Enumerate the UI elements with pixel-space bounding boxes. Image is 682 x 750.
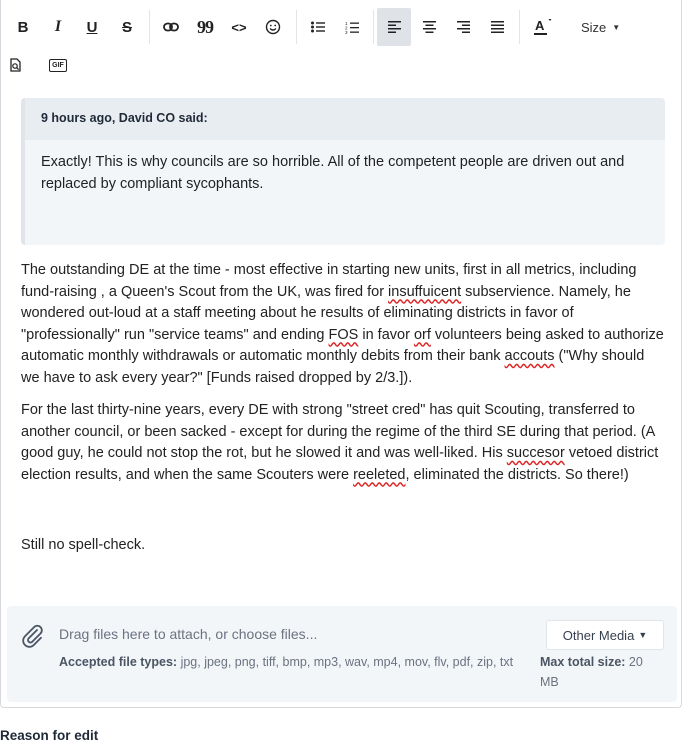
gif-button[interactable] bbox=[43, 50, 73, 80]
strikethrough-button[interactable]: S bbox=[121, 18, 132, 36]
text-run: vetoed district election results, and when the same Scouters were bbox=[21, 445, 659, 483]
drop-files-text[interactable]: Drag files here to attach, or choose files... bbox=[59, 626, 318, 642]
font-size-label: Size bbox=[581, 19, 607, 35]
toolbar-divider bbox=[149, 10, 150, 44]
chevron-down-icon: ▼ bbox=[612, 22, 621, 32]
misspelled-word[interactable]: orf bbox=[413, 326, 431, 343]
text-run: The outstanding DE at the time - most effective in starting new units, first in all metrics, including fund-raising , a Queen's Scout from the UK, was fired for bbox=[21, 262, 637, 300]
svg-text:3: 3 bbox=[345, 29, 348, 34]
svg-text:1: 1 bbox=[345, 20, 348, 26]
bullet-list-button[interactable] bbox=[303, 12, 333, 42]
accepted-types-label: Accepted file types: bbox=[59, 655, 178, 669]
align-center-button[interactable] bbox=[414, 12, 444, 42]
align-right-button[interactable] bbox=[448, 12, 478, 42]
justify-button[interactable] bbox=[482, 12, 512, 42]
quote-block bbox=[21, 98, 665, 245]
text-run: subservience. Namely, he wondered out-loud at a staff meeting about he results of eliminating districts in favor of "professionally" run "service teams" and ending bbox=[21, 283, 631, 343]
attachment-area[interactable] bbox=[7, 606, 677, 702]
misspelled-word[interactable]: reeleted bbox=[353, 466, 406, 483]
text-run: ("Why should we have to ask every year?" [Funds raised dropped by 2/3.]). bbox=[21, 348, 645, 386]
align-left-button[interactable] bbox=[377, 8, 411, 46]
misspelled-word[interactable]: succesor bbox=[506, 445, 565, 461]
emoji-button[interactable] bbox=[258, 12, 288, 42]
editor-content[interactable] bbox=[21, 98, 665, 557]
smiley-icon bbox=[265, 19, 281, 35]
text-run: in favor bbox=[358, 326, 414, 343]
text-run: volunteers being asked to authorize automatic monthly withdrawals or automatic monthly debits from their bank bbox=[21, 326, 664, 364]
text-run: , eliminated the districts. So there!) bbox=[405, 466, 629, 483]
align-justify-icon bbox=[491, 21, 504, 33]
text-run: For the last thirty-nine years, every DE with strong "street cred" has quit Scouting, transferred to another council, or been sacked - except for during the regime of the third SE during that period. (A good guy, he could not stop the rot, but he slowed it and was well-liked. His bbox=[21, 402, 655, 461]
preview-button[interactable] bbox=[1, 50, 31, 80]
toolbar-divider bbox=[296, 10, 297, 44]
accepted-types-value: jpg, jpeg, png, tiff, bmp, mp3, wav, mp4, mov, flv, pdf, zip, txt bbox=[180, 655, 514, 669]
max-size-label: Max total size: bbox=[540, 655, 626, 669]
code-button[interactable]: <> bbox=[231, 19, 247, 35]
align-center-icon bbox=[423, 21, 436, 33]
text-color-icon bbox=[533, 18, 553, 36]
text-color-button[interactable] bbox=[528, 12, 558, 42]
numbered-list-button[interactable] bbox=[337, 12, 367, 42]
misspelled-word[interactable]: insuffuicent bbox=[388, 283, 462, 300]
misspelled-word[interactable]: accouts bbox=[504, 348, 555, 364]
max-size-value: 20 MB bbox=[540, 655, 643, 689]
reason-for-edit-label: Reason for edit bbox=[0, 728, 99, 743]
other-media-button[interactable] bbox=[546, 620, 664, 650]
align-left-icon bbox=[388, 21, 401, 33]
paragraph bbox=[21, 400, 665, 486]
other-media-label: Other Media bbox=[562, 627, 635, 643]
bold-button[interactable]: B bbox=[17, 18, 29, 36]
quote-text: Exactly! This is why councils are so horrible. All of the competent people are driven out and replaced by compliant sycophants. bbox=[41, 154, 625, 192]
quote-citation: 9 hours ago, David CO said: bbox=[25, 98, 665, 140]
misspelled-word[interactable]: FOS bbox=[328, 326, 359, 343]
font-size-dropdown[interactable] bbox=[581, 12, 620, 42]
svg-text:2: 2 bbox=[345, 25, 348, 30]
link-button[interactable] bbox=[156, 12, 186, 42]
gif-icon: GIF bbox=[49, 59, 67, 72]
quote-button[interactable]: 99 bbox=[197, 16, 213, 37]
italic-button[interactable]: I bbox=[54, 18, 62, 35]
align-right-icon bbox=[457, 21, 470, 33]
svg-text:A: A bbox=[535, 18, 545, 33]
max-total-size bbox=[540, 652, 665, 692]
paragraph bbox=[21, 260, 665, 389]
toolbar-divider bbox=[373, 10, 374, 44]
paperclip-icon bbox=[19, 622, 45, 653]
accepted-file-types bbox=[59, 652, 525, 672]
numbered-list-icon bbox=[345, 21, 359, 34]
bullet-list-icon bbox=[311, 21, 325, 33]
link-icon bbox=[163, 22, 179, 32]
paragraph: Still no spell-check. bbox=[21, 537, 146, 553]
underline-button[interactable]: U bbox=[86, 18, 98, 36]
preview-icon bbox=[10, 58, 22, 72]
editor-toolbar bbox=[1, 0, 681, 82]
chevron-down-icon: ▼ bbox=[638, 630, 648, 640]
toolbar-divider bbox=[519, 10, 520, 44]
